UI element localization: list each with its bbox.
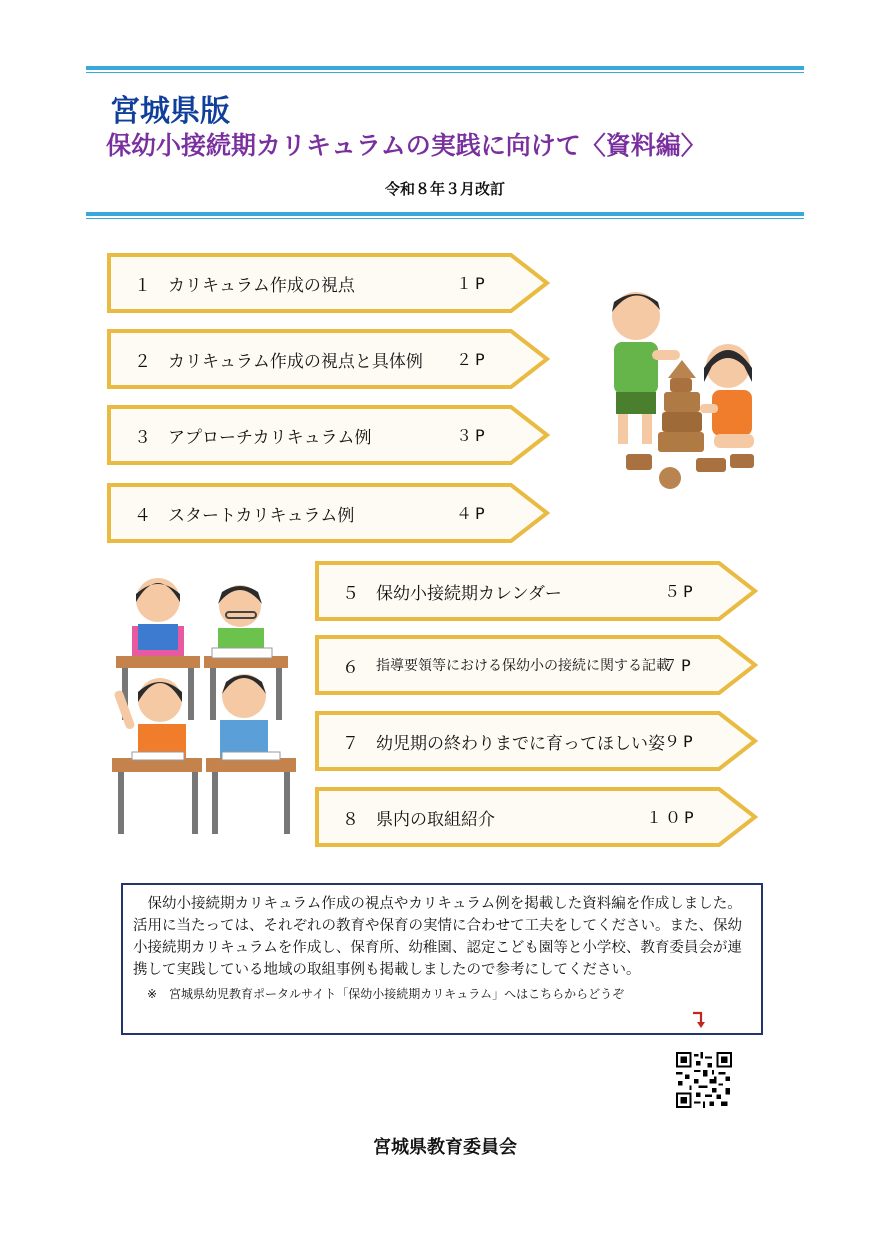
toc-label: 幼児期の終わりまでに育ってほしい姿 [376, 734, 665, 754]
toc-label: 保幼小接続期カレンダー [376, 584, 562, 604]
toc-number: ６ [342, 658, 359, 678]
toc-number: ８ [342, 810, 359, 830]
toc-number: ２ [134, 352, 151, 372]
toc-item-5[interactable] [314, 560, 759, 622]
toc-item-8[interactable] [314, 786, 759, 848]
header-rule-bottom [86, 212, 804, 216]
toc-item-7[interactable] [314, 710, 759, 772]
info-box [121, 883, 763, 1035]
children-blocks-illustration [604, 286, 764, 492]
toc-page: １０P [646, 808, 697, 827]
document-title: 宮城県版 [110, 94, 230, 129]
toc-page: ４P [456, 504, 488, 523]
toc-label: カリキュラム作成の視点と具体例 [168, 352, 423, 372]
toc-label: スタートカリキュラム例 [168, 506, 355, 526]
portal-note: ※ 宮城県幼児教育ポータルサイト「保幼小接続期カリキュラム」へはこちらからどうぞ [147, 987, 625, 1001]
toc-label: 指導要領等における保幼小の接続に関する記載 [376, 658, 670, 674]
toc-label: カリキュラム作成の視点 [168, 276, 355, 296]
down-arrow-icon [692, 1010, 706, 1030]
toc-item-2[interactable] [106, 328, 551, 390]
qr-code-icon[interactable] [676, 1052, 732, 1108]
toc-page: ９P [664, 732, 696, 751]
toc-number: ４ [134, 506, 151, 526]
info-text: 保幼小接続期カリキュラム作成の視点やカリキュラム例を掲載した資料編を作成しました。活用に当たっては、それぞれの教育や保育の実情に合わせて工夫をしてください。また、保幼小接続期カリキュラムを作成し、保育所、幼稚園、認定こども園等と小学校、教育委員会が連携して実践している地域の取組事例も掲載しましたので参考にしてください。 [133, 896, 742, 978]
toc-page: ２P [456, 350, 488, 369]
header-rule-top [86, 66, 804, 70]
toc-label: アプローチカリキュラム例 [168, 428, 372, 448]
students-studying-illustration [108, 572, 298, 838]
toc-number: ３ [134, 428, 151, 448]
toc-item-4[interactable] [106, 482, 551, 544]
toc-page: ５P [664, 582, 696, 601]
toc-number: ５ [342, 584, 359, 604]
toc-number: ７ [342, 734, 359, 754]
toc-page: １P [456, 274, 488, 293]
revision-date: 令和８年３月改訂 [384, 180, 505, 198]
toc-label: 県内の取組紹介 [376, 810, 495, 830]
toc-item-1[interactable] [106, 252, 551, 314]
toc-page: ３P [456, 426, 488, 445]
toc-number: １ [134, 276, 151, 296]
toc-item-6[interactable] [314, 634, 759, 696]
document-subtitle: 保幼小接続期カリキュラムの実践に向けて〈資料編〉 [106, 131, 706, 160]
toc-item-3[interactable] [106, 404, 551, 466]
toc-page: ７P [662, 656, 694, 675]
publisher: 宮城県教育委員会 [373, 1137, 517, 1158]
